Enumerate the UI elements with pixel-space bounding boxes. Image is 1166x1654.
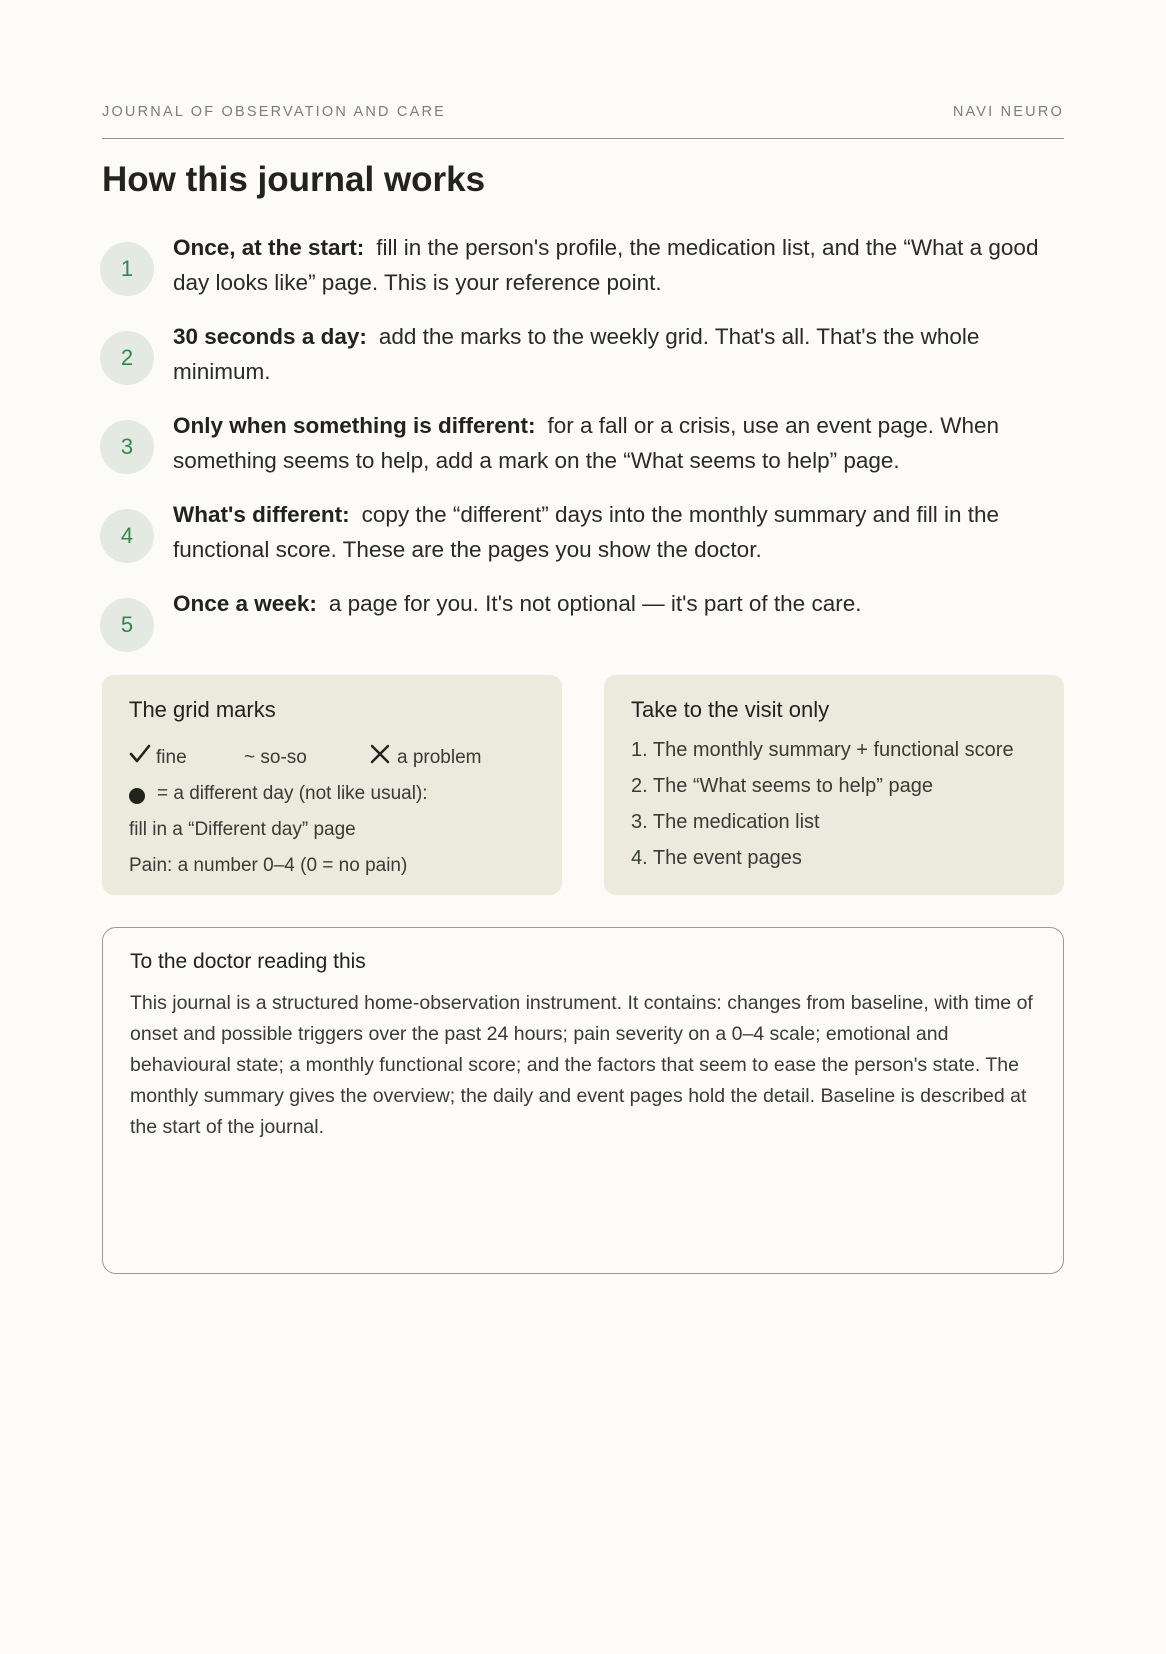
step-3 xyxy=(102,408,1064,497)
step-4 xyxy=(102,497,1064,586)
grid-marks-legend xyxy=(129,741,549,885)
visit-list xyxy=(631,735,1014,879)
cross-icon xyxy=(369,741,391,772)
visit-card xyxy=(604,675,1064,895)
info-cards xyxy=(102,675,1064,895)
doctor-note-box xyxy=(102,927,1064,1274)
list-item: 3. The medication list xyxy=(631,811,820,833)
step-number: 3 xyxy=(100,420,154,474)
filled-dot-icon xyxy=(129,788,145,804)
step-label: Once, at the start: xyxy=(173,235,365,260)
problem-label: a problem xyxy=(397,747,482,768)
pain-scale-label: Pain: a number 0–4 (0 = no pain) xyxy=(129,855,408,876)
soso-label: ~ so-so xyxy=(244,747,307,768)
step-text xyxy=(173,586,1064,621)
step-description: for a fall or a crisis, use an event page. When something seems to help, add a mark on the “What seems to help” page. xyxy=(173,413,1000,473)
steps-list xyxy=(102,230,1064,675)
journal-title: JOURNAL OF OBSERVATION AND CARE xyxy=(102,104,447,120)
step-text xyxy=(173,408,1064,478)
step-description: copy the “different” days into the monthly summary and fill in the functional score. These are the pages you show the doctor. xyxy=(173,502,1000,562)
step-label: 30 seconds a day: xyxy=(173,324,367,349)
brand-name: NAVI NEURO xyxy=(952,104,1064,120)
step-1 xyxy=(102,230,1064,319)
fine-label: fine xyxy=(156,747,187,768)
step-2 xyxy=(102,319,1064,408)
step-number: 4 xyxy=(100,509,154,563)
step-number: 1 xyxy=(100,242,154,296)
step-number: 5 xyxy=(100,598,154,652)
list-item: 4. The event pages xyxy=(631,847,802,869)
grid-marks-card xyxy=(102,675,562,895)
doctor-note-title: To the doctor reading this xyxy=(130,950,366,973)
check-icon xyxy=(129,741,151,772)
step-label: Only when something is different: xyxy=(173,413,536,438)
step-5 xyxy=(102,586,1064,675)
step-description: fill in the person's profile, the medication list, and the “What a good day looks like” page. This is your reference point. xyxy=(173,235,1039,295)
step-text xyxy=(173,319,1064,389)
step-label: What's different: xyxy=(173,502,350,527)
step-label: Once a week: xyxy=(173,591,317,616)
legend-row-fill xyxy=(129,813,549,849)
step-text xyxy=(173,497,1064,567)
page-header xyxy=(102,104,1064,139)
visit-title: Take to the visit only xyxy=(631,697,830,722)
page-title: How this journal works xyxy=(102,160,486,199)
step-text xyxy=(173,230,1064,300)
step-description: a page for you. It's not optional — it's part of the care. xyxy=(328,591,862,616)
legend-row-pain xyxy=(129,849,549,885)
list-item: 2. The “What seems to help” page xyxy=(631,775,934,797)
fill-page-label: fill in a “Different day” page xyxy=(129,819,356,840)
step-description: add the marks to the weekly grid. That's all. That's the whole minimum. xyxy=(173,324,980,384)
step-number: 2 xyxy=(100,331,154,385)
grid-marks-title: The grid marks xyxy=(129,697,276,722)
doctor-note-text: This journal is a structured home-observation instrument. It contains: changes from baseline, with time of onset and possible triggers over the past 24 hours; pain severity on a 0–4 scale; emotional and behavioural state; a monthly functional score; and the factors that seem to ease the person's state. The monthly summary gives the overview; the daily and event pages hold the detail. Baseline is described at the start of the journal. xyxy=(130,992,1033,1138)
different-day-label: = a different day (not like usual): xyxy=(157,783,428,804)
legend-row-marks xyxy=(129,741,549,777)
list-item: 1. The monthly summary + functional score xyxy=(631,739,1014,761)
legend-row-different xyxy=(129,777,549,813)
